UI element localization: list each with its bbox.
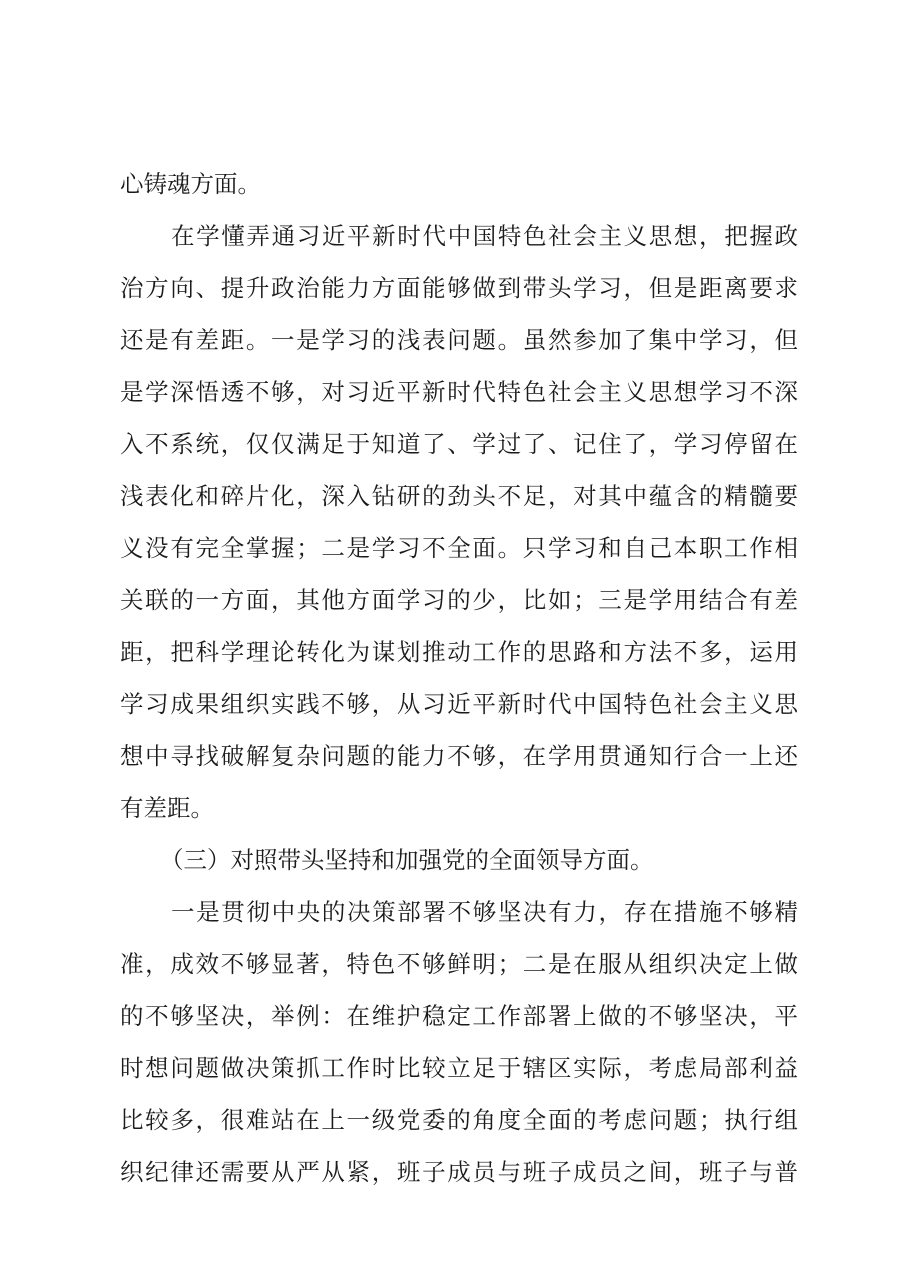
text-line: [0, 314, 909, 366]
text-line: [0, 158, 909, 210]
text-line: [0, 730, 909, 782]
line-text: 的不够坚决，举例：在维护稳定工作部署上做的不够坚决，平: [120, 1002, 800, 1030]
text-line: [0, 886, 909, 938]
line-text: 织纪律还需要从严从紧，班子成员与班子成员之间，班子与普: [120, 1158, 800, 1186]
text-line: [0, 938, 909, 990]
text-line: [0, 522, 909, 574]
text-line: [0, 1042, 909, 1094]
text-line: [0, 262, 909, 314]
line-text: 想中寻找破解复杂问题的能力不够，在学用贯通知行合一上还: [120, 742, 800, 770]
line-text: 心铸魂方面。: [120, 170, 261, 198]
text-line: [0, 210, 909, 262]
line-text: 义没有完全掌握；二是学习不全面。只学习和自己本职工作相: [120, 534, 800, 562]
line-text: 一是贯彻中央的决策部署不够坚决有力，存在措施不够精: [171, 898, 800, 926]
line-text: 有差距。: [120, 794, 214, 822]
line-text: 距，把科学理论转化为谋划推动工作的思路和方法不多，运用: [120, 638, 800, 666]
section-heading: [0, 834, 909, 886]
line-text: 比较多，很难站在上一级党委的角度全面的考虑问题；执行组: [120, 1106, 800, 1134]
line-text: 时想问题做决策抓工作时比较立足于辖区实际，考虑局部利益: [120, 1054, 800, 1082]
text-line: [0, 678, 909, 730]
line-text: 准，成效不够显著，特色不够鲜明；二是在服从组织决定上做: [120, 950, 800, 978]
section-heading-text: （三）对照带头坚持和加强党的全面领导方面。: [160, 846, 654, 874]
line-text: 是学深悟透不够，对习近平新时代特色社会主义思想学习不深: [120, 378, 800, 406]
text-line: [0, 1146, 909, 1198]
line-text: 在学懂弄通习近平新时代中国特色社会主义思想，把握政: [171, 222, 800, 250]
text-line: [0, 366, 909, 418]
text-line: [0, 990, 909, 1042]
line-text: 入不系统，仅仅满足于知道了、学过了、记住了，学习停留在: [120, 430, 800, 458]
text-line: [0, 1094, 909, 1146]
line-text: 治方向、提升政治能力方面能够做到带头学习，但是距离要求: [120, 274, 800, 302]
line-text: 关联的一方面，其他方面学习的少，比如；三是学用结合有差: [120, 586, 800, 614]
text-line: [0, 574, 909, 626]
text-line: [0, 782, 909, 834]
line-text: 浅表化和碎片化，深入钻研的劲头不足，对其中蕴含的精髓要: [120, 482, 800, 510]
line-text: 学习成果组织实践不够，从习近平新时代中国特色社会主义思: [120, 690, 800, 718]
line-text: 还是有差距。一是学习的浅表问题。虽然参加了集中学习，但: [120, 326, 800, 354]
text-line: [0, 470, 909, 522]
text-line: [0, 626, 909, 678]
text-line: [0, 418, 909, 470]
